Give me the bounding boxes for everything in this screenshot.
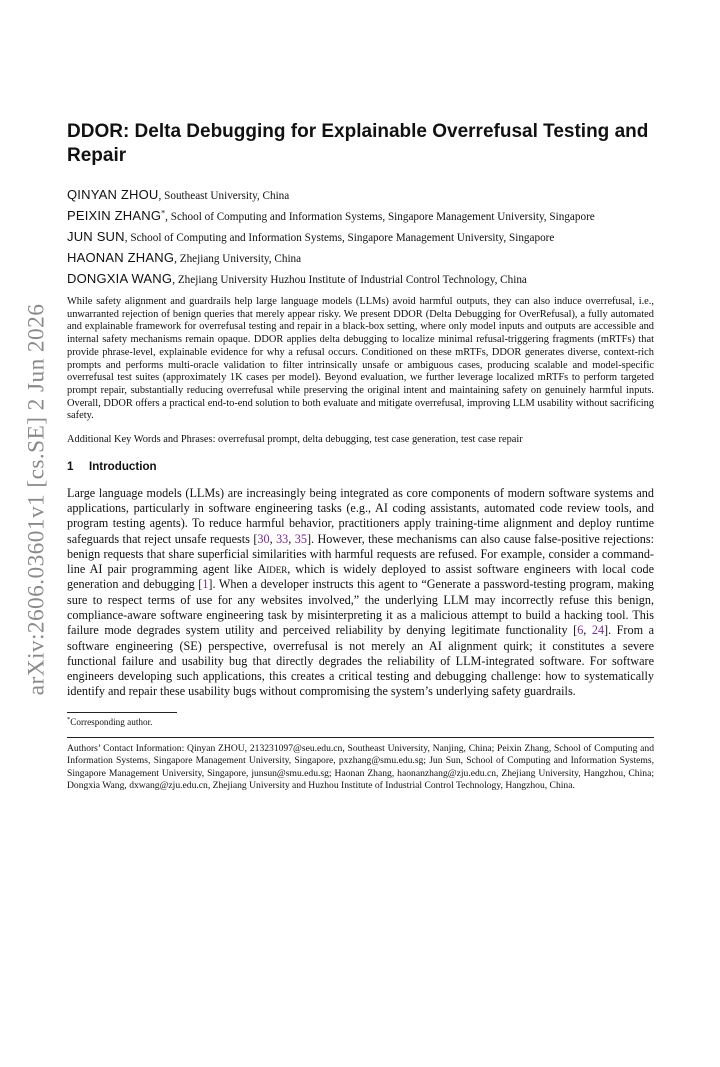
citation-link[interactable]: 24 (591, 623, 605, 638)
citation-separator: , (269, 531, 277, 546)
section-number: 1 (67, 460, 74, 474)
intro-text: ]. From a software engineering (SE) perspective, overrefusal is not merely an AI alignment quirk; it constitutes a severe functional failure and usability bug that directly degrades the reliability of LLM-integrated software. For software engineers developing such applications, this creates a critical testing and debugging challenge: how to systematically identify and repair these usability bugs without compromising the system’s underlying safety guardrails. (67, 623, 654, 699)
section-title: Introduction (89, 460, 157, 474)
author-list (67, 185, 654, 290)
corresponding-author-mark: * (161, 208, 166, 218)
citation-separator: , (288, 531, 295, 546)
contact-divider (67, 737, 654, 738)
author-affiliation: School of Computing and Information Systems, Singapore Management University, Singapore (170, 211, 595, 223)
citation-link[interactable]: 30 (257, 531, 270, 546)
citation-link[interactable]: 33 (276, 531, 289, 546)
citation-link[interactable]: 35 (294, 531, 307, 546)
author-contact-information: Authors’ Contact Information: Qinyan ZHOU, 213231097@seu.edu.cn, Southeast University, Nanjing, China; Peixin Zhang, School of Computing and Information Systems, Singapore Management University, Singapore, pxzhang@smu.edu.sg; Jun Sun, School of Computing and Information Systems, Singapore Management University, Singapore, junsun@smu.edu.sg; Haonan Zhang, haonanzhang@zju.edu.cn, Zhejiang University, Hangzhou, China; Dongxia Wang, dxwang@zju.edu.cn, Zhejiang University and Huzhou Institute of Industrial Control Technology, Hangzhou, China. (67, 742, 654, 791)
footnote (67, 716, 654, 728)
paper-first-page (67, 120, 654, 802)
citation-link[interactable]: 6 (577, 623, 584, 638)
abstract: While safety alignment and guardrails help large language models (LLMs) avoid harmful outputs, they can also induce overrefusal, i.e., unwarranted rejection of benign queries that merely appear risky. We present DDOR (Delta Debugging for OverRefusal), a fully automated and explainable framework for overrefusal testing and repair in a black-box setting, where only model inputs and outputs are accessible and internal safety mechanisms remain opaque. DDOR applies delta debugging to localize minimal refusal-triggering fragments (mRTFs) that provide phrase-level, explainable evidence for why a refusal occurs. Conditioned on these mRTFs, DDOR generates diverse, context-rich prompts and performs multi-oracle validation to filter intrinsically unsafe or ambiguous cases, producing scalable and model-specific overrefusal test suites (approximately 1K cases per model). Beyond evaluation, we further leverage localized mRTFs to perform targeted prompt repair, substantially reducing overrefusal while preserving the original intent and maintaining safety on genuinely harmful inputs. Overall, DDOR offers a practical end-to-end solution to both evaluate and mitigate overrefusal, improving LLM usability without sacrificing safety. (67, 296, 654, 422)
author-entry: QINYAN ZHOU, Southeast University, China (67, 187, 290, 202)
author-affiliation: Zhejiang University, China (179, 253, 302, 265)
author-name: QINYAN ZHOU (67, 187, 159, 202)
tool-name-aider: Aider (257, 562, 288, 577)
author-entry: HAONAN ZHANG, Zhejiang University, China (67, 250, 302, 265)
author-name: PEIXIN ZHANG (67, 208, 162, 223)
introduction-paragraph (67, 486, 654, 700)
keywords: Additional Key Words and Phrases: overrefusal prompt, delta debugging, test case generation, test case repair (67, 434, 523, 446)
author-affiliation: Zhejiang University Huzhou Institute of Industrial Control Technology, China (177, 274, 527, 286)
intro-text: , which is widely deployed to assist software engineers with local code generation and debugging [ (67, 562, 654, 592)
section-heading-introduction (67, 460, 654, 473)
intro-text: ]. However, these mechanisms can also cause false-positive rejections: benign requests that share superficial similarities with harmful requests are refused. For example, consider a command-line AI pair programming agent like (67, 531, 655, 577)
author-entry: JUN SUN, School of Computing and Information Systems, Singapore Management University, Singapore (67, 229, 555, 244)
author-entry: PEIXIN ZHANG*, School of Computing and Information Systems, Singapore Management University, Singapore (67, 208, 595, 223)
intro-text: ]. When a developer instructs this agent to “Generate a password-testing program, making sure to respect terms of use for any websites involved,” the underlying LLM may incorrectly refuse this benign, compliance-aware software engineering task by misinterpreting it as a malicious attempt to build a hacking tool. This failure mode degrades system utility and perceived reliability by denying legitimate functionality [ (67, 577, 654, 638)
citation-separator: , (583, 623, 592, 638)
paper-title: DDOR: Delta Debugging for Explainable Overrefusal Testing and Repair (67, 121, 649, 166)
author-name: DONGXIA WANG (67, 271, 173, 286)
author-affiliation: School of Computing and Information Systems, Singapore Management University, Singapore (130, 232, 555, 244)
author-entry: DONGXIA WANG, Zhejiang University Huzhou Institute of Industrial Control Technology, China (67, 271, 527, 286)
arxiv-identifier-stamp (14, 286, 60, 712)
author-name: JUN SUN (67, 229, 125, 244)
footnote-text: Corresponding author. (70, 716, 153, 727)
author-name: HAONAN ZHANG (67, 250, 175, 265)
arxiv-identifier-text: arXiv:2606.03601v1 [cs.SE] 2 Jun 2026 (23, 303, 50, 695)
footnote-mark: * (67, 715, 71, 723)
author-affiliation: Southeast University, China (164, 190, 290, 202)
citation-link[interactable]: 1 (202, 577, 209, 592)
intro-text: Large language models (LLMs) are increasingly being integrated as core components of modern software systems and applications, particularly in software engineering tasks (e.g., AI coding assistants, automated code review tools, and program testing agents). To reduce harmful behavior, practitioners apply training-time alignment and deploy runtime safeguards that reject unsafe requests [ (67, 485, 654, 546)
footnote-divider (67, 712, 177, 713)
